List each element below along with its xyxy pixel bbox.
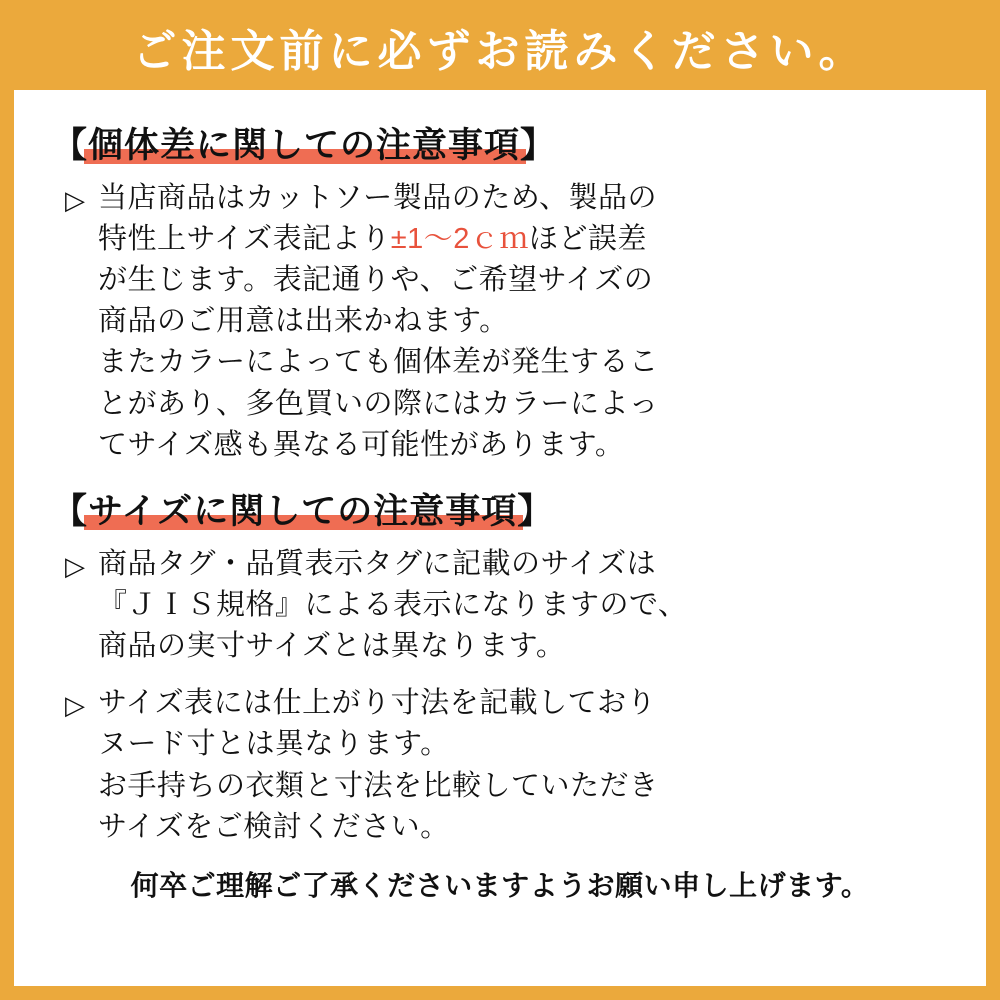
list-item-text <box>98 178 948 466</box>
line-text: 商品のご用意は出来かねます。 <box>98 305 509 338</box>
line-text: 特性上サイズ表記より <box>98 222 391 255</box>
section-heading-individual-differences: 【個体差に関しての注意事項】 <box>52 126 557 165</box>
list-item-text <box>98 544 948 668</box>
line-text: サイズ表には仕上がり寸法を記載しており <box>98 687 657 720</box>
list-item <box>52 178 948 466</box>
footer-note: 何卒ご理解ご了承くださいますようお願い申し上げます。 <box>130 869 870 901</box>
line-text: 商品タグ・品質表示タグに記載のサイズは <box>98 547 657 580</box>
section-individual-differences <box>52 116 948 466</box>
triangle-bullet-icon: ▷ <box>65 184 85 215</box>
page-title: ご注文前に必ずお読みください。 <box>132 27 868 76</box>
line-text: が生じます。表記通りや、ご希望サイズの <box>98 264 654 297</box>
triangle-bullet-icon: ▷ <box>65 690 85 721</box>
line-text: 商品の実寸サイズとは異なります。 <box>98 630 566 663</box>
line-text: とがあり、多色買いの際にはカラーによっ <box>98 387 659 420</box>
list-item-text <box>98 683 948 848</box>
header-band <box>14 14 986 90</box>
section-heading-size-notes: 【サイズに関しての注意事項】 <box>52 491 554 531</box>
triangle-bullet-icon: ▷ <box>65 550 85 581</box>
line-text: てサイズ感も異なる可能性があります。 <box>98 428 625 461</box>
list-item <box>52 683 948 848</box>
line-text: ほど誤差 <box>528 222 647 255</box>
line-text: 『ＪＩＳ規格』による表示になりますので、 <box>98 588 688 621</box>
section-size-notes <box>52 482 948 848</box>
list-item <box>52 544 948 668</box>
highlighted-text: ±1〜2ｃｍ <box>390 222 529 255</box>
line-text: お手持ちの衣類と寸法を比較していただき <box>98 769 659 802</box>
line-text: またカラーによっても個体差が発生するこ <box>98 346 659 379</box>
line-text: サイズをご検討ください。 <box>98 810 450 843</box>
line-text: 当店商品はカットソー製品のため、製品の <box>98 181 658 214</box>
notice-content <box>14 100 986 986</box>
line-text: ヌード寸とは異なります。 <box>98 728 450 761</box>
